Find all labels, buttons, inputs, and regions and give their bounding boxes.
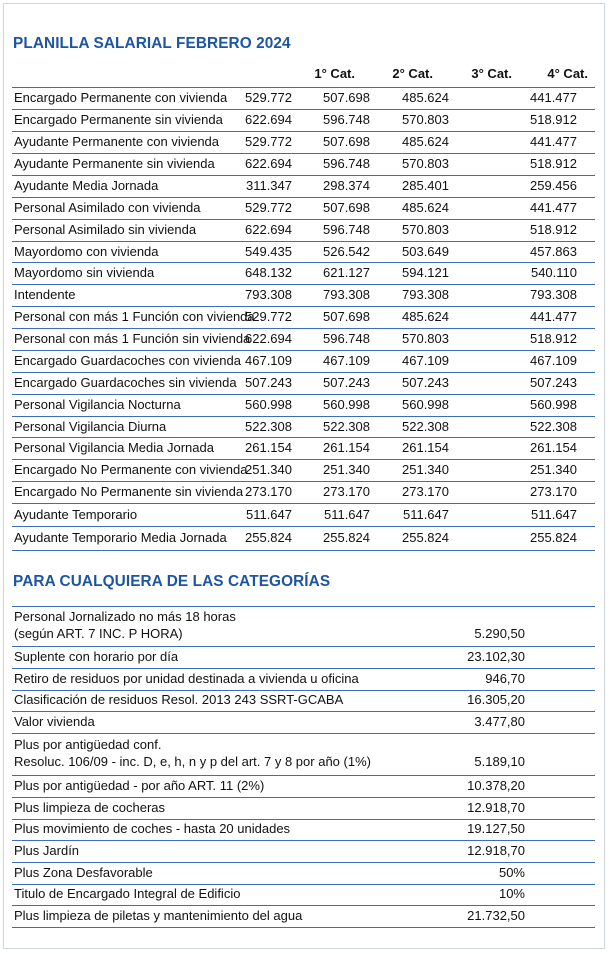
salary-cell: 522.308	[530, 418, 577, 434]
salary-cell: 485.624	[402, 200, 449, 215]
salary-cell: 255.824	[530, 530, 577, 545]
item-value: 5.189,10	[474, 754, 525, 769]
row-divider	[12, 927, 595, 928]
item-value: 19.127,50	[467, 821, 525, 836]
row-label: Ayudante Temporario	[14, 506, 138, 522]
salary-cell: 457.863	[530, 243, 577, 259]
salary-cell: 518.912	[530, 112, 577, 127]
salary-cell: 503.649	[402, 243, 449, 259]
row-divider	[12, 219, 595, 220]
salary-cell: 511.647	[245, 506, 292, 522]
item-value: 12.918,70	[467, 842, 525, 858]
item-value: 946,70	[485, 670, 525, 686]
salary-table-title: PLANILLA SALARIAL FEBRERO 2024	[13, 35, 291, 52]
salary-cell: 518.912	[530, 331, 577, 346]
row-divider	[12, 526, 595, 527]
salary-cell: 441.477	[530, 90, 577, 105]
salary-cell: 485.624	[402, 309, 449, 324]
column-header: 1° Cat.	[314, 66, 355, 81]
row-label: Intendente	[14, 287, 76, 302]
salary-cell: 507.243	[530, 375, 577, 390]
row-divider	[12, 394, 595, 395]
column-header: 2° Cat.	[392, 66, 433, 81]
item-value: 21.732,50	[467, 907, 525, 923]
salary-cell: 273.170	[323, 484, 370, 499]
column-header: 4° Cat.	[547, 66, 588, 81]
salary-cell: 441.477	[530, 309, 577, 324]
salary-cell: 507.698	[323, 90, 370, 105]
salary-cell: 560.998	[402, 397, 449, 412]
row-label: Encargado Guardacoches sin vivienda	[14, 375, 237, 390]
salary-cell: 311.347	[245, 178, 292, 193]
row-label: Ayudante Permanente con vivienda	[14, 134, 220, 149]
salary-cell: 273.170	[402, 484, 449, 499]
row-divider	[12, 550, 595, 551]
salary-cell: 529.772	[245, 90, 292, 105]
row-divider	[12, 153, 595, 154]
row-divider	[12, 884, 595, 885]
salary-cell: 441.477	[530, 200, 577, 215]
item-label: Plus limpieza de cocheras	[14, 799, 166, 815]
item-value: 16.305,20	[467, 692, 525, 707]
salary-cell: 596.748	[323, 112, 370, 127]
row-divider	[12, 606, 595, 607]
salary-cell: 261.154	[245, 440, 292, 455]
salary-cell: 273.170	[530, 484, 577, 499]
item-label: Valor vivienda	[14, 713, 95, 729]
salary-cell: 507.243	[245, 375, 292, 390]
row-divider	[12, 241, 595, 242]
item-value: 23.102,30	[467, 648, 525, 664]
salary-cell: 511.647	[402, 506, 449, 522]
salary-cell: 622.694	[245, 222, 292, 237]
salary-cell: 793.308	[245, 287, 292, 302]
item-label: Plus limpieza de piletas y mantenimiento del agua	[14, 907, 303, 923]
salary-cell: 467.109	[530, 353, 577, 368]
salary-cell: 507.698	[323, 309, 370, 324]
row-label: Personal con más 1 Función con vivienda	[14, 309, 255, 324]
item-value: 12.918,70	[467, 799, 525, 815]
row-divider	[12, 733, 595, 734]
row-label: Ayudante Permanente sin vivienda	[14, 156, 215, 171]
salary-cell: 549.435	[245, 243, 292, 259]
row-label: Mayordomo sin vivienda	[14, 265, 155, 280]
item-label: Clasificación de residuos Resol. 2013 243 SSRT-GCABA	[14, 692, 344, 707]
row-label: Ayudante Media Jornada	[14, 178, 159, 193]
item-label: Personal Jornalizado no más 18 horas	[14, 609, 236, 624]
salary-cell: 522.308	[402, 418, 449, 434]
row-divider	[12, 819, 595, 820]
salary-cell: 251.340	[530, 462, 577, 477]
row-divider	[12, 131, 595, 132]
salary-cell: 596.748	[323, 331, 370, 346]
salary-cell: 518.912	[530, 156, 577, 171]
salary-cell: 255.824	[323, 530, 370, 545]
salary-cell: 259.456	[530, 178, 577, 193]
row-divider	[12, 690, 595, 691]
row-label: Ayudante Temporario Media Jornada	[14, 530, 227, 545]
salary-cell: 261.154	[323, 440, 370, 455]
salary-cell: 596.748	[323, 222, 370, 237]
salary-cell: 251.340	[402, 462, 449, 477]
row-label: Personal Vigilancia Nocturna	[14, 397, 181, 412]
row-label: Encargado No Permanente sin vivienda	[14, 484, 244, 499]
salary-cell: 485.624	[402, 90, 449, 105]
row-divider	[12, 503, 595, 504]
row-label: Mayordomo con vivienda	[14, 243, 159, 259]
item-label: Plus por antigüedad conf.	[14, 737, 162, 752]
salary-cell: 467.109	[245, 353, 292, 368]
row-label: Personal Vigilancia Diurna	[14, 418, 167, 434]
salary-cell: 507.243	[323, 375, 370, 390]
salary-table-header	[12, 66, 600, 86]
salary-cell: 560.998	[323, 397, 370, 412]
salary-cell: 255.824	[245, 530, 292, 545]
salary-cell: 511.647	[323, 506, 370, 522]
row-label: Encargado Permanente sin vivienda	[14, 112, 223, 127]
salary-cell: 570.803	[402, 156, 449, 171]
salary-cell: 511.647	[530, 506, 577, 522]
salary-cell: 507.698	[323, 200, 370, 215]
salary-cell: 522.308	[323, 418, 370, 434]
row-divider	[12, 905, 595, 906]
row-divider	[12, 416, 595, 417]
salary-cell: 621.127	[323, 265, 370, 280]
item-label: Resoluc. 106/09 - inc. D, e, h, n y p del art. 7 y 8 por año (1%)	[14, 754, 371, 769]
row-divider	[12, 862, 595, 863]
row-label: Personal Asimilado con vivienda	[14, 200, 201, 215]
salary-cell: 529.772	[245, 309, 292, 324]
salary-cell: 255.824	[402, 530, 449, 545]
item-value: 10.378,20	[467, 777, 525, 793]
row-divider	[12, 306, 595, 307]
salary-cell: 594.121	[402, 265, 449, 280]
item-value: 10%	[498, 886, 525, 901]
row-divider	[12, 87, 595, 88]
item-label: Plus Zona Desfavorable	[14, 864, 153, 880]
salary-cell: 273.170	[245, 484, 292, 499]
salary-cell: 622.694	[245, 156, 292, 171]
item-label: (según ART. 7 INC. P HORA)	[14, 626, 183, 641]
row-divider	[12, 372, 595, 373]
row-divider	[12, 481, 595, 482]
item-value: 50%	[498, 864, 525, 880]
salary-cell: 560.998	[245, 397, 292, 412]
salary-cell: 485.624	[402, 134, 449, 149]
row-divider	[12, 437, 595, 438]
salary-cell: 507.243	[402, 375, 449, 390]
salary-cell: 793.308	[402, 287, 449, 302]
general-table-title: PARA CUALQUIERA DE LAS CATEGORÍAS	[13, 573, 331, 590]
row-divider	[12, 775, 595, 776]
row-label: Encargado Permanente con vivienda	[14, 90, 228, 105]
item-label: Suplente con horario por día	[14, 648, 179, 664]
salary-cell: 622.694	[245, 331, 292, 346]
salary-cell: 298.374	[323, 178, 370, 193]
item-label: Plus movimiento de coches - hasta 20 unidades	[14, 821, 291, 836]
salary-cell: 560.998	[530, 397, 577, 412]
salary-cell: 261.154	[530, 440, 577, 455]
salary-cell: 570.803	[402, 222, 449, 237]
item-label: Retiro de residuos por unidad destinada a vivienda u oficina	[14, 670, 359, 686]
salary-cell: 622.694	[245, 112, 292, 127]
row-label: Encargado No Permanente con vivienda	[14, 462, 248, 477]
row-divider	[12, 350, 595, 351]
row-label: Personal Vigilancia Media Jornada	[14, 440, 214, 455]
row-divider	[12, 646, 595, 647]
salary-cell: 441.477	[530, 134, 577, 149]
salary-cell: 467.109	[402, 353, 449, 368]
salary-cell: 648.132	[245, 265, 292, 280]
row-divider	[12, 262, 595, 263]
salary-cell: 467.109	[323, 353, 370, 368]
salary-cell: 793.308	[530, 287, 577, 302]
salary-cell: 507.698	[323, 134, 370, 149]
salary-cell: 526.542	[323, 243, 370, 259]
salary-cell: 540.110	[530, 265, 577, 280]
salary-cell: 522.308	[245, 418, 292, 434]
row-divider	[12, 175, 595, 176]
row-label: Personal con más 1 Función sin vivienda	[14, 331, 251, 346]
salary-cell: 285.401	[402, 178, 449, 193]
row-label: Personal Asimilado sin vivienda	[14, 222, 197, 237]
column-header: 3° Cat.	[471, 66, 512, 81]
salary-cell: 251.340	[323, 462, 370, 477]
row-divider	[12, 109, 595, 110]
row-divider	[12, 197, 595, 198]
salary-cell: 570.803	[402, 112, 449, 127]
item-label: Plus Jardín	[14, 842, 80, 858]
row-divider	[12, 668, 595, 669]
salary-cell: 570.803	[402, 331, 449, 346]
salary-cell: 251.340	[245, 462, 292, 477]
item-label: Plus por antigüedad - por año ART. 11 (2%)	[14, 777, 265, 793]
salary-cell: 596.748	[323, 156, 370, 171]
salary-cell: 261.154	[402, 440, 449, 455]
row-divider	[12, 840, 595, 841]
row-divider	[12, 711, 595, 712]
item-value: 5.290,50	[474, 626, 525, 641]
row-divider	[12, 797, 595, 798]
row-divider	[12, 459, 595, 460]
item-label: Titulo de Encargado Integral de Edificio	[14, 886, 241, 901]
salary-cell: 793.308	[323, 287, 370, 302]
row-divider	[12, 284, 595, 285]
salary-cell: 529.772	[245, 200, 292, 215]
item-value: 3.477,80	[474, 713, 525, 729]
row-divider	[12, 328, 595, 329]
row-label: Encargado Guardacoches con vivienda	[14, 353, 241, 368]
salary-cell: 529.772	[245, 134, 292, 149]
salary-cell: 518.912	[530, 222, 577, 237]
